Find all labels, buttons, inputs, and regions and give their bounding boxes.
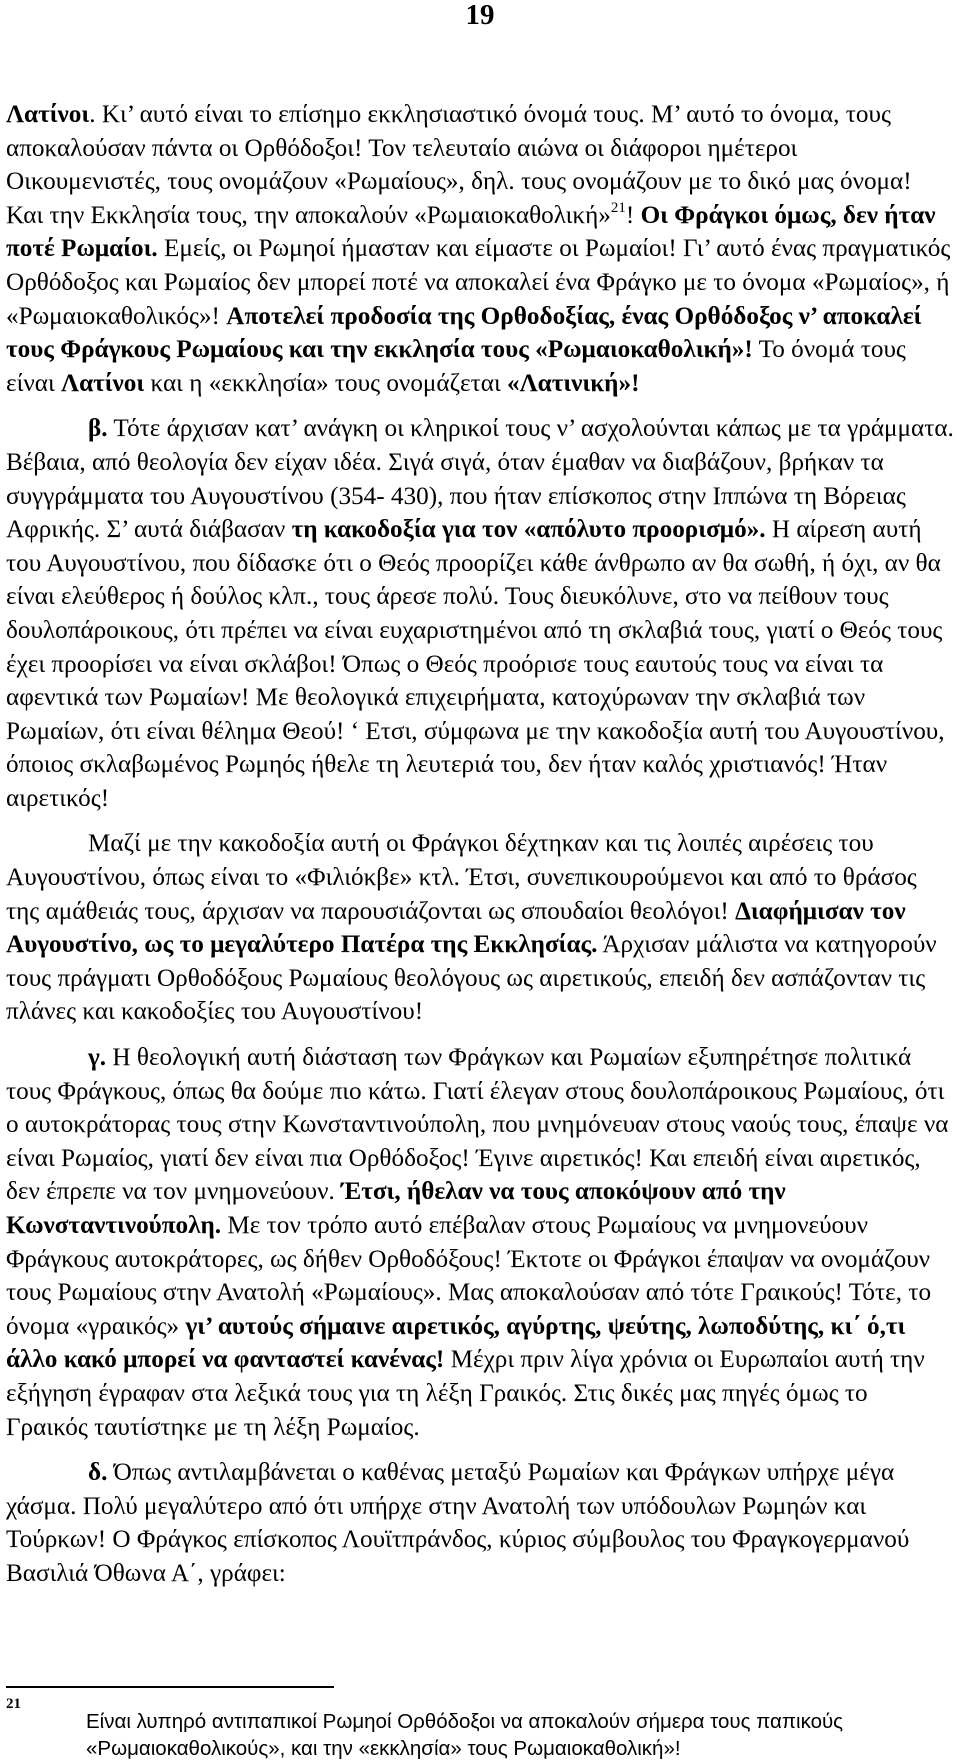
bold-text: Λατίνοι: [6, 101, 90, 128]
text-run: Μέχρι πριν λίγα χρόνια οι Ευρωπαίοι αυτή την εξήγηση έγραφαν στα λεξικά τους για τη λέξη Γραικός. Στις δικές μας πηγές όμως το Γραικός ταυτίστηκε με τη λέξη Ρωμαίος.: [6, 1346, 925, 1441]
text-run: Εμείς, οι Ρωμηοί ήμασταν και είμαστε οι Ρωμαίοι! Γι’ αυτό ένας πραγματικός Ορθόδοξος και Ρωμαίος δεν μπορεί ποτέ να αποκαλεί ένα Φράγκο με το όνομα «Ρωμαίος», ή «Ρωμαιοκαθολικός»!: [6, 235, 951, 330]
bold-text: τη κακοδοξία για τον «απόλυτο προορισμό».: [291, 516, 766, 544]
paragraph: [6, 412, 954, 815]
footnote-marker: 21: [6, 1696, 21, 1712]
bold-text: β.: [88, 415, 108, 443]
bold-text: γ.: [88, 1044, 107, 1072]
bold-text: Οι Φράγκοι όμως, δεν ήταν ποτέ Ρωμαίοι.: [6, 201, 936, 263]
text-run: Άρχισαν μάλιστα να κατηγορούν τους πράγματι Ορθοδόξους Ρωμαίους θεολόγους ως αιρετικούς, επειδή δεν ασπάζονταν τις πλάνες και κακοδοξίες του Αυγουστίνου!: [6, 931, 937, 1026]
paragraph: [6, 1041, 954, 1444]
bold-text: Έτσι, ήθελαν να τους αποκόψουν από την Κωνσταντινούπολη.: [6, 1178, 786, 1239]
body-text: [6, 98, 954, 1591]
text-run: Η αίρεση αυτή του Αυγουστίνου, που δίδασκε ότι ο Θεός προορίζει κάθε άνθρωπο αν θα σωθή, ή όχι, αν θα είναι ελεύθερος ή δούλος κλπ., τους άρεσε πολύ. Τους διευκόλυνε, στο να πείθουν τους δουλοπάροικους, ότι πρέπει να είναι ευχαριστημένοι από τη σκλαβιά τους, γιατί ο Θεός τους έχει προορίσει να είναι σκλάβοι! Όπως ο Θεός προόρισε τους εαυτούς τους να είναι τα αφεντικά των Ρωμαίων! Με θεολογικά επιχειρήματα, κατοχύρωναν την σκλαβιά των Ρωμαίων, ότι είναι θέλημα Θεού! ‘ Ετσι, σύμφωνα με την κακοδοξία αυτή του Αυγουστίνου, όποιος σκλαβωμένος Ρωμηός ήθελε τη λευτεριά του, δεν ήταν καλός χριστιανός! Ήταν αιρετικός!: [6, 516, 945, 812]
bold-text: Διαφήμισαν τον Αυγουστίνο, ως το μεγαλύτερο Πατέρα της Εκκλησίας.: [6, 897, 906, 959]
footnote-divider: [6, 1686, 334, 1688]
text-run: Η θεολογική αυτή διάσταση των Φράγκων και Ρωμαίων εξυπηρέτησε πολιτικά τους Φράγκους, όπως θα δούμε πιο κάτω. Γιατί έλεγαν στους δουλοπάροικους Ρωμαίους, ότι ο αυτοκράτορας τους στην Κωνσταντινούπολη, που μνημόνευαν στους ναούς τους, έπαψε να είναι Ρωμαίος, γιατί δεν είναι πια Ορθόδοξος! Έγινε αιρετικός! Και επειδή είναι αιρετικός, δεν έπρεπε να τον μνημονεύουν.: [6, 1044, 949, 1206]
text-run: και η «εκκλησία» τους ονομάζεται: [144, 369, 508, 397]
text-run: Το όνομά τους είναι: [6, 336, 906, 397]
bold-text: Αποτελεί προδοσία της Ορθοδοξίας, ένας Ορθόδοξος ν’ αποκαλεί τους Φράγκους Ρωμαίους και την εκκλησία τους «Ρωμαιοκαθολική»!: [6, 302, 922, 364]
footnote-reference: 21: [610, 199, 626, 216]
footnote-line: «Ρωμαιοκαθολικούς», και την «εκκλησία» τους Ρωμαιοκαθολική»!: [86, 1737, 681, 1760]
bold-text: Λατίνοι: [61, 369, 145, 397]
text-run: Μαζί με την κακοδοξία αυτή οι Φράγκοι δέχτηκαν και τις λοιπές αιρέσεις του Αυγουστίνου, όπως είναι το «Φιλιόκβε» κτλ. Έτσι, συνεπικουρούμενοι και από το θράσος της αμάθειάς τους, άρχισαν να παρουσιάζονται ως σπουδαίοι θεολόγοι!: [6, 830, 917, 925]
text-run: . Κι’ αυτό είναι το επίσημο εκκλησιαστικό όνομά τους. Μ’ αυτό το όνομα, τους αποκαλούσαν πάντα οι Ορθόδοξοι! Τον τελευταίο αιώνα οι διάφοροι ημέτεροι Οικουμενιστές, τους ονομάζουν «Ρωμαίους», δηλ. τους ονομάζουν με το δικό μας όνομα! Και την Εκκλησία τους, την αποκαλούν «Ρωμαιοκαθολική»: [6, 101, 912, 229]
footnote-text: [86, 1708, 946, 1762]
paragraph: [6, 1456, 954, 1590]
bold-text: «Λατινική»!: [507, 369, 640, 397]
text-run: Τότε άρχισαν κατ’ ανάγκη οι κληρικοί τους ν’ ασχολούνται κάπως με τα γράμματα. Βέβαια, από θεολογία δεν είχαν ιδέα. Σιγά σιγά, όταν έμαθαν να διαβάζουν, βρήκαν τα συγγράμματα του Αυγουστίνου (354- 430), που ήταν επίσκοπος στην Ιππώνα τη Βόρειας Αφρικής. Σ’ αυτά διάβασαν: [6, 415, 954, 544]
footnote-line: Είναι λυπηρό αντιπαπικοί Ρωμηοί Ορθόδοξοι να αποκαλούν σήμερα τους παπικούς: [86, 1710, 844, 1733]
page-number: 19: [465, 0, 495, 31]
bold-text: γι’ αυτούς σήμαινε αιρετικός, αγύρτης, ψεύτης, λωποδύτης, κι΄ ό,τι άλλο κακό μπορεί να φανταστεί κανένας!: [6, 1312, 906, 1374]
paragraph: [6, 827, 954, 1029]
text-run: Όπως αντιλαμβάνεται ο καθένας μεταξύ Ρωμαίων και Φράγκων υπήρχε μέγα χάσμα. Πολύ μεγαλύτερο από ότι υπήρχε στην Ανατολή των υπόδουλων Ρωμηών και Τούρκων! Ο Φράγκος επίσκοπος Λουϊτπράνδος, κύριος σύμβουλος του Φραγκογερμανού Βασιλιά Όθωνα Α΄, γράφει:: [6, 1459, 910, 1587]
text-run: !: [625, 201, 641, 229]
bold-text: δ.: [88, 1459, 108, 1487]
paragraph: [6, 98, 954, 400]
text-run: Με τον τρόπο αυτό επέβαλαν στους Ρωμαίους να μνημονεύουν Φράγκους αυτοκράτορες, ως δήθεν Ορθοδόξους! Έκτοτε οι Φράγκοι έπαψαν να ονομάζουν τους Ρωμαίους στην Ανατολή «Ρωμαίους». Μας αποκαλούσαν από τότε Γραικούς! Τότε, το όνομα «γραικός»: [6, 1212, 932, 1340]
